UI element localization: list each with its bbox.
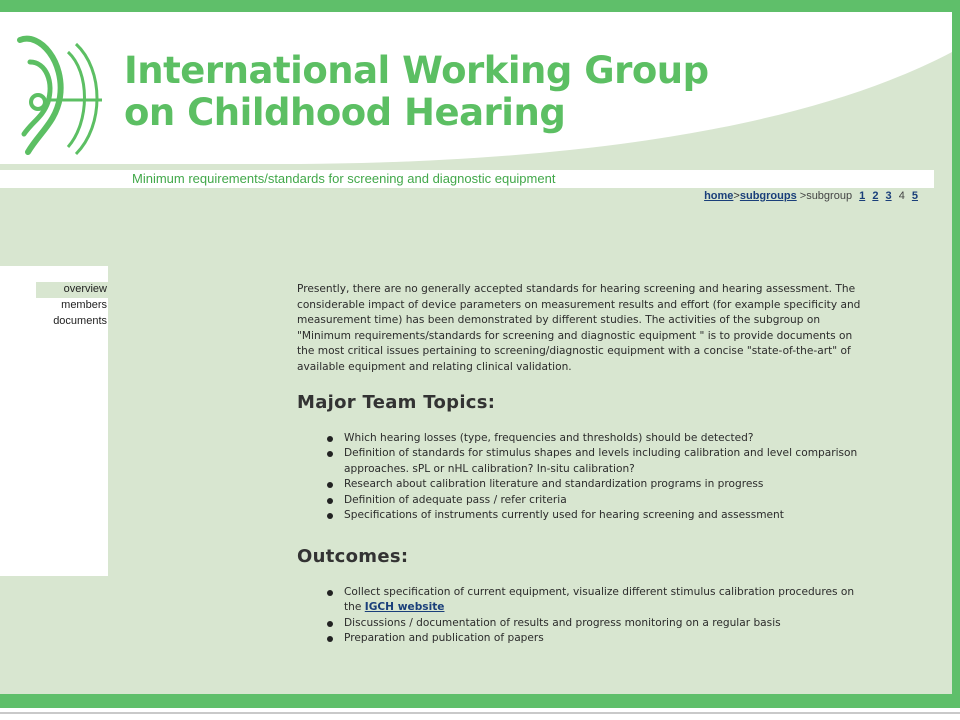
site-title [124,50,709,134]
page-link-5[interactable]: 5 [911,190,918,202]
main-content [297,282,867,647]
breadcrumb-subgroups-link[interactable]: subgroups [739,190,797,202]
outcomes-list [297,585,867,647]
site-title-line1: International Working Group [124,49,709,92]
igch-website-link[interactable]: IGCH website [364,601,445,614]
list-item: Which hearing losses (type, frequencies and thresholds) should be detected? [297,431,867,447]
breadcrumb-current: >subgroup [799,190,853,202]
bottom-border [0,694,960,708]
list-item: Definition of adequate pass / refer criteria [297,493,867,509]
intro-paragraph: Presently, there are no generally accepted standards for hearing screening and hearing assessment. The considerable impact of device parameters on measurement results and effort (for example specificity and measurement time) has been demonstrated by different studies. The activities of the subgroup on "Minimum requirements/standards for screening and diagnostic equipment " is to provide documents on the most critical issues pertaining to screening/diagnostic equipment with a concise "state-of-the-art" of available equipment and relating clinical validation. [297,283,861,373]
list-item: Research about calibration literature and standardization programs in progress [297,477,867,493]
list-item: Definition of standards for stimulus shapes and levels including calibration and level comparison approaches. sPL or nHL calibration? In-situ calibration? [297,446,867,477]
outcomes-heading: Outcomes: [297,545,409,567]
page-link-1[interactable]: 1 [859,190,866,202]
outcome-text: Collect specification of current equipment, visualize different stimulus calibration procedures on the [344,585,855,614]
ear-logo-icon [10,22,106,172]
page [0,12,952,694]
sidebar-item-overview[interactable]: overview [36,282,108,298]
page-subtitle: Minimum requirements/standards for screening and diagnostic equipment [132,171,556,186]
site-title-line2: on Childhood Hearing [124,91,566,134]
sidebar [0,266,108,576]
bottom-divider [0,712,960,714]
list-item [297,585,867,616]
breadcrumb [704,190,918,202]
sidebar-item-documents[interactable]: documents [53,315,107,327]
topics-heading: Major Team Topics: [297,391,496,413]
topics-list [297,431,867,524]
list-item: Discussions / documentation of results and progress monitoring on a regular basis [297,616,867,632]
page-current-4: 4 [898,190,905,202]
page-link-2[interactable]: 2 [872,190,879,202]
list-item: Preparation and publication of papers [297,631,867,647]
sidebar-item-members[interactable]: members [61,299,107,311]
list-item: Specifications of instruments currently used for hearing screening and assessment [297,508,867,524]
breadcrumb-home-link[interactable]: home [704,190,734,202]
right-border [952,0,960,708]
header [0,12,952,170]
page-link-3[interactable]: 3 [885,190,892,202]
top-border [0,0,960,12]
breadcrumb-separator: > [733,190,740,202]
